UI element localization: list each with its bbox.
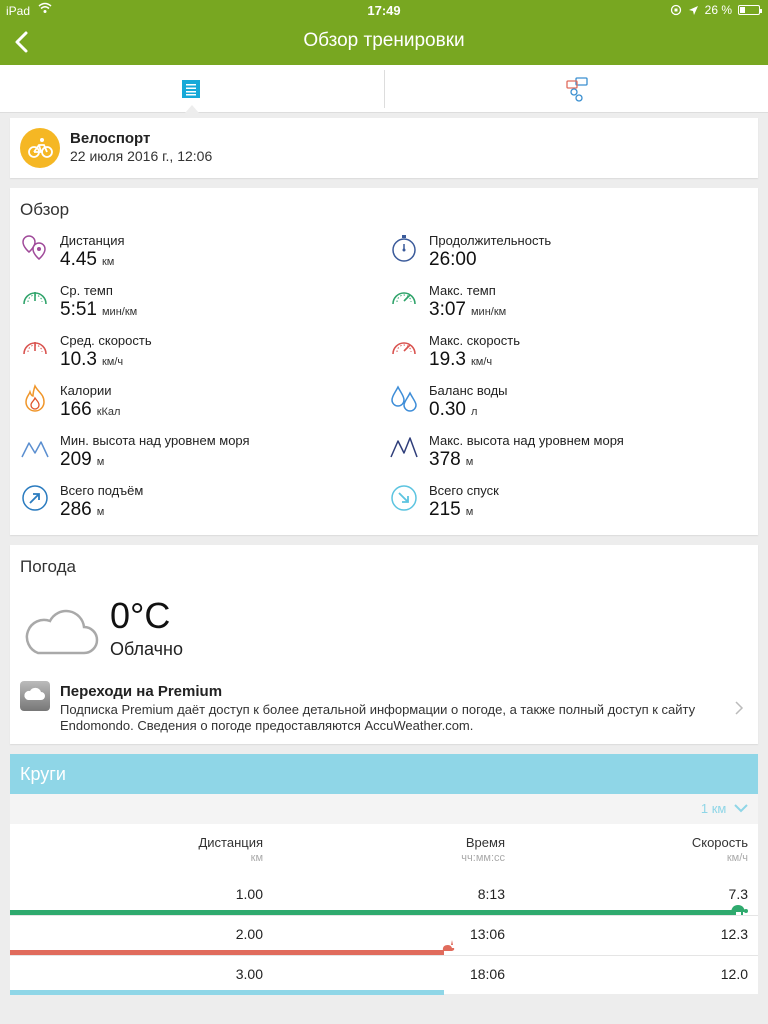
overview-title: Обзор: [20, 200, 70, 219]
list-icon: [181, 79, 201, 99]
max-altitude-icon: [389, 433, 419, 463]
stat-distance: [20, 233, 380, 277]
tab-indicator: [185, 105, 199, 113]
stat-label: Ср. темп: [60, 283, 113, 298]
stat-value: 286 м: [60, 499, 105, 520]
stat-label: Калории: [60, 383, 112, 398]
rotation-lock-icon: [670, 4, 682, 16]
turtle-icon: [728, 903, 748, 915]
avg-pace-gauge-icon: [20, 283, 50, 313]
premium-text: Подписка Premium даёт доступ к более детальной информации о погоде, а также полный доступ к сайту Endomondo. Сведения о погоде предоставляются AccuWeather.com.: [60, 702, 696, 733]
tab-bar: [0, 65, 768, 113]
stat-label: Мин. высота над уровнем моря: [60, 433, 250, 448]
stat-max-speed: [389, 333, 749, 377]
battery-fill: [740, 7, 745, 13]
stat-max-altitude: [389, 433, 749, 477]
table-row: [10, 915, 758, 955]
bicycle-icon: [20, 128, 60, 168]
weather-condition: Облачно: [110, 639, 183, 659]
stat-descent: [389, 483, 749, 527]
lap-distance: 2.00: [235, 926, 263, 942]
stat-label: Всего подъём: [60, 483, 144, 498]
lap-distance: 1.00: [235, 886, 263, 902]
col-header-speed: Скорость: [691, 835, 748, 850]
stat-value: 26:00: [429, 249, 477, 270]
lap-speed: 12.0: [720, 966, 748, 982]
col-unit-distance: км: [250, 852, 263, 864]
min-altitude-icon: [20, 433, 50, 463]
rabbit-icon: [440, 939, 456, 953]
device-name: iPad: [6, 4, 31, 18]
chevron-down-icon: [734, 804, 748, 813]
battery-icon: [738, 5, 760, 15]
ascent-arrow-icon: [20, 483, 50, 513]
lap-interval-value: 1 км: [700, 801, 727, 816]
stat-label: Всего спуск: [429, 483, 499, 498]
cloud-icon: [20, 601, 100, 657]
stat-min-altitude: [20, 433, 380, 477]
status-bar: [0, 0, 768, 20]
lap-interval-select[interactable]: [701, 801, 748, 816]
descent-arrow-icon: [389, 483, 419, 513]
stat-avg-speed: [20, 333, 380, 377]
stat-label: Макс. скорость: [429, 333, 521, 348]
lap-speed: 12.3: [720, 926, 748, 942]
premium-title: Переходи на Premium: [60, 683, 223, 700]
stat-value: 0.30 л: [429, 399, 478, 420]
stat-value: 3:07 мин/км: [429, 299, 507, 320]
top-bar: [0, 0, 768, 65]
activity-date: 22 июля 2016 г., 12:06: [70, 148, 213, 164]
activity-card: [10, 118, 758, 178]
lap-time: 13:06: [469, 926, 505, 942]
stat-label: Сред. скорость: [60, 333, 152, 348]
stat-water: [389, 383, 749, 427]
lap-speed-bar: [10, 990, 444, 995]
stopwatch-icon: [389, 233, 419, 263]
premium-weather-icon: [20, 681, 50, 711]
stat-value: 19.3 км/ч: [429, 349, 493, 370]
status-time: 17:49: [367, 3, 401, 18]
stat-value: 209 м: [60, 449, 105, 470]
lap-time: 8:13: [477, 886, 505, 902]
stat-label: Макс. темп: [429, 283, 496, 298]
col-header-distance: Дистанция: [198, 835, 263, 850]
col-unit-speed: км/ч: [726, 852, 748, 864]
tab-community[interactable]: [384, 70, 768, 108]
max-pace-gauge-icon: [389, 283, 419, 313]
activity-sport: Велоспорт: [70, 130, 151, 147]
stat-label: Продолжительность: [429, 233, 552, 248]
lap-time: 18:06: [469, 966, 505, 982]
stat-label: Баланс воды: [429, 383, 508, 398]
battery-percent: 26 %: [704, 3, 732, 17]
water-drops-icon: [389, 383, 419, 413]
stat-avg-pace: [20, 283, 380, 327]
lap-distance: 3.00: [235, 966, 263, 982]
overview-card: [10, 188, 758, 535]
people-icon: [565, 76, 589, 102]
stat-calories: [20, 383, 380, 427]
weather-title: Погода: [20, 557, 76, 576]
status-right: [670, 3, 760, 17]
stat-duration: [389, 233, 749, 277]
table-row: [10, 955, 758, 995]
distance-pins-icon: [20, 233, 50, 263]
stat-label: Макс. высота над уровнем моря: [429, 433, 624, 448]
col-header-time: Время: [465, 835, 505, 850]
stat-value: 215 м: [429, 499, 474, 520]
max-speed-gauge-icon: [389, 333, 419, 363]
col-unit-time: чч:мм:сс: [461, 852, 505, 864]
laps-title: Круги: [20, 764, 66, 784]
page-title: Обзор тренировки: [303, 30, 465, 51]
weather-temperature: 0°C: [110, 595, 171, 636]
table-row: [10, 875, 758, 915]
chevron-right-icon: [734, 701, 744, 715]
stat-max-pace: [389, 283, 749, 327]
flame-icon: [20, 383, 50, 413]
stat-ascent: [20, 483, 380, 527]
laps-toolbar: [10, 794, 758, 824]
stat-value: 4.45 км: [60, 249, 115, 270]
laps-header: [10, 754, 758, 794]
stat-label: Дистанция: [60, 233, 125, 248]
stat-value: 10.3 км/ч: [60, 349, 124, 370]
lap-speed: 7.3: [728, 886, 748, 902]
laps-table: [10, 824, 758, 994]
stat-value: 5:51 мин/км: [60, 299, 138, 320]
stat-value: 166 кКал: [60, 399, 121, 420]
location-arrow-icon: [688, 5, 699, 16]
avg-speed-gauge-icon: [20, 333, 50, 363]
weather-card: [10, 545, 758, 744]
stat-value: 378 м: [429, 449, 474, 470]
